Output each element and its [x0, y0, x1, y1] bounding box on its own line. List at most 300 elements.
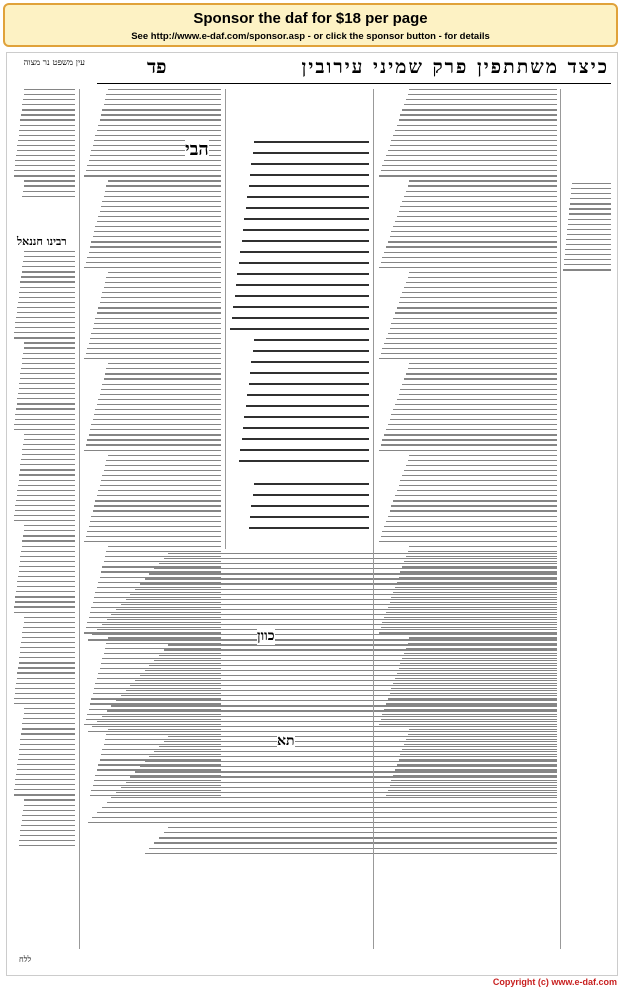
text-line: [106, 277, 221, 278]
text-line: [88, 639, 557, 640]
text-line: [240, 449, 369, 451]
text-line: [130, 594, 557, 595]
text-line: [393, 318, 557, 319]
text-line: [24, 439, 75, 440]
text-line: [15, 693, 75, 694]
text-line: [379, 450, 557, 451]
text-line: [14, 170, 75, 171]
text-line: [21, 551, 75, 552]
text-line: [149, 848, 557, 849]
text-line: [87, 257, 221, 258]
text-line: [91, 424, 221, 425]
talmud-page: [6, 52, 618, 976]
text-line: [21, 825, 75, 826]
text-line: [17, 398, 75, 399]
text-line: [126, 782, 557, 783]
text-line: [390, 145, 557, 146]
text-line: [102, 475, 221, 476]
column-divider-4: [560, 89, 561, 949]
text-line: [84, 541, 221, 542]
text-line: [15, 779, 75, 780]
text-line: [101, 206, 221, 207]
text-line: [15, 688, 75, 689]
text-line: [243, 427, 369, 429]
text-line: [135, 680, 557, 681]
text-line: [18, 485, 75, 486]
text-line: [86, 536, 221, 537]
text-line: [395, 312, 557, 313]
column-divider-1: [79, 89, 80, 949]
text-line: [22, 540, 75, 541]
text-line: [402, 475, 557, 476]
text-line: [399, 394, 557, 395]
text-line: [89, 434, 221, 435]
text-line: [164, 741, 557, 742]
text-line: [22, 723, 75, 724]
text-line: [154, 660, 557, 661]
text-line: [105, 465, 221, 466]
text-line: [22, 363, 75, 364]
text-line: [397, 490, 557, 491]
text-line: [400, 480, 557, 481]
text-line: [14, 606, 75, 607]
text-line: [20, 561, 75, 562]
text-line: [406, 99, 557, 100]
text-line: [24, 342, 75, 343]
text-line: [566, 239, 611, 240]
text-line: [95, 318, 221, 319]
text-line: [230, 328, 369, 330]
text-line: [247, 196, 369, 198]
text-line: [395, 495, 557, 496]
text-line: [23, 261, 75, 262]
text-line: [93, 510, 221, 511]
text-line: [15, 165, 75, 166]
text-line: [100, 119, 221, 120]
text-line: [24, 94, 75, 95]
text-line: [18, 667, 75, 668]
text-line: [86, 170, 221, 171]
text-line: [20, 378, 75, 379]
text-line: [17, 307, 75, 308]
text-line: [108, 180, 221, 181]
text-lines: [229, 483, 369, 529]
text-line: [19, 474, 75, 475]
text-line: [17, 312, 75, 313]
text-line: [381, 536, 557, 537]
text-line: [135, 589, 557, 590]
text-line: [572, 183, 611, 184]
text-line: [24, 180, 75, 181]
text-line: [24, 805, 75, 806]
text-line: [145, 761, 557, 762]
text-line: [382, 531, 557, 532]
text-line: [379, 541, 557, 542]
text-line: [168, 644, 557, 645]
text-line: [15, 784, 75, 785]
text-line: [20, 744, 75, 745]
text-line: [247, 394, 369, 396]
text-line: [164, 832, 557, 833]
text-line: [250, 174, 369, 176]
text-line: [379, 358, 557, 359]
text-line: [381, 170, 557, 171]
text-line: [104, 378, 221, 379]
text-line: [568, 219, 611, 220]
text-line: [388, 516, 557, 517]
text-line: [20, 119, 75, 120]
text-line: [388, 333, 557, 334]
text-line: [566, 244, 611, 245]
text-line: [107, 619, 557, 620]
text-line: [22, 637, 75, 638]
text-line: [17, 581, 75, 582]
commentary-label: רבינו חננאל: [17, 235, 67, 248]
text-line: [20, 125, 75, 126]
text-line: [159, 837, 557, 838]
text-line: [121, 604, 557, 605]
text-line: [95, 135, 221, 136]
text-line: [168, 736, 557, 737]
text-line: [168, 553, 557, 554]
text-line: [23, 718, 75, 719]
text-line: [18, 576, 75, 577]
text-line: [18, 140, 75, 141]
text-line: [105, 373, 221, 374]
text-line: [24, 256, 75, 257]
text-line: [108, 89, 221, 90]
text-line: [567, 229, 611, 230]
text-line: [386, 429, 557, 430]
text-line: [21, 459, 75, 460]
text-line: [242, 240, 369, 242]
text-line: [22, 358, 75, 359]
text-line: [253, 494, 369, 496]
text-line: [254, 141, 369, 143]
text-line: [140, 675, 557, 676]
text-line: [19, 754, 75, 755]
text-line: [239, 460, 369, 462]
text-line: [95, 409, 221, 410]
text-line: [388, 424, 557, 425]
text-line: [98, 399, 221, 400]
text-line: [102, 109, 221, 110]
text-line: [116, 792, 557, 793]
text-line: [101, 389, 221, 390]
sponsor-subtitle[interactable]: See http://www.e-daf.com/sponsor.asp - or click the sponsor button - for details: [131, 31, 490, 42]
text-line: [14, 789, 75, 790]
text-line: [101, 114, 221, 115]
text-line: [19, 840, 75, 841]
text-line: [568, 224, 611, 225]
text-line: [22, 266, 75, 267]
text-line: [14, 337, 75, 338]
text-line: [408, 185, 557, 186]
text-line: [24, 799, 75, 800]
text-line: [391, 140, 557, 141]
text-line: [19, 571, 75, 572]
text-line: [23, 353, 75, 354]
text-line: [17, 490, 75, 491]
inline-word-kavvan: כוון: [257, 628, 275, 644]
text-line: [408, 460, 557, 461]
text-line: [22, 196, 75, 197]
text-line: [404, 104, 557, 105]
text-line: [404, 470, 557, 471]
text-line: [154, 842, 557, 843]
text-line: [17, 150, 75, 151]
text-line: [406, 465, 557, 466]
text-line: [22, 449, 75, 450]
text-line: [244, 416, 369, 418]
text-line: [89, 252, 221, 253]
text-line: [384, 434, 557, 435]
text-line: [116, 700, 557, 701]
text-line: [379, 267, 557, 268]
text-line: [391, 414, 557, 415]
text-line: [98, 125, 221, 126]
text-line: [145, 853, 557, 854]
text-line: [395, 404, 557, 405]
text-line: [21, 733, 75, 734]
text-line: [233, 306, 369, 308]
text-line: [563, 269, 611, 270]
text-line: [393, 135, 557, 136]
text-line: [130, 685, 557, 686]
text-line: [406, 373, 557, 374]
text-line: [246, 207, 369, 209]
text-line: [409, 546, 557, 547]
text-line: [17, 672, 75, 673]
text-line: [17, 145, 75, 146]
text-line: [89, 160, 221, 161]
text-line: [16, 317, 75, 318]
page-number: פד: [147, 56, 167, 78]
text-line: [246, 405, 369, 407]
ein-mishpat-column: [13, 89, 75, 239]
text-line: [386, 246, 557, 247]
text-line: [237, 273, 369, 275]
text-line: [102, 624, 557, 625]
text-line: [250, 516, 369, 518]
text-line: [91, 241, 221, 242]
text-line: [21, 642, 75, 643]
sponsor-banner[interactable]: [3, 3, 618, 47]
text-line: [18, 302, 75, 303]
text-line: [111, 705, 557, 706]
text-line: [567, 234, 611, 235]
text-line: [390, 236, 557, 237]
column-divider-3: [373, 89, 374, 949]
text-line: [382, 257, 557, 258]
text-line: [105, 99, 221, 100]
text-line: [571, 188, 611, 189]
text-line: [104, 470, 221, 471]
text-line: [154, 751, 557, 752]
text-line: [390, 510, 557, 511]
page-header: [7, 56, 617, 92]
text-line: [254, 339, 369, 341]
text-line: [19, 657, 75, 658]
text-line: [382, 439, 557, 440]
text-line: [104, 196, 221, 197]
text-line: [102, 716, 557, 717]
text-line: [15, 596, 75, 597]
text-line: [251, 361, 369, 363]
text-line: [19, 749, 75, 750]
text-line: [130, 776, 557, 777]
text-line: [21, 368, 75, 369]
text-line: [97, 312, 221, 313]
text-line: [111, 797, 557, 798]
text-line: [100, 302, 221, 303]
text-line: [570, 203, 611, 204]
text-line: [101, 480, 221, 481]
text-line: [569, 213, 611, 214]
text-line: [17, 678, 75, 679]
text-line: [15, 327, 75, 328]
text-line: [19, 297, 75, 298]
text-line: [24, 617, 75, 618]
text-line: [404, 287, 557, 288]
text-line: [14, 332, 75, 333]
text-line: [159, 563, 557, 564]
text-line: [19, 130, 75, 131]
text-line: [107, 802, 557, 803]
text-line: [15, 505, 75, 506]
text-line: [24, 434, 75, 435]
text-line: [91, 333, 221, 334]
text-line: [400, 297, 557, 298]
text-line: [384, 343, 557, 344]
text-line: [408, 277, 557, 278]
text-line: [108, 546, 221, 547]
text-line: [406, 282, 557, 283]
text-line: [105, 191, 221, 192]
text-line: [24, 347, 75, 348]
text-line: [20, 652, 75, 653]
text-line: [22, 728, 75, 729]
text-line: [90, 429, 221, 430]
text-line: [16, 774, 75, 775]
text-line: [399, 211, 557, 212]
sponsor-title[interactable]: Sponsor the daf for $18 per page: [193, 10, 428, 27]
text-lines: [13, 251, 75, 846]
text-line: [145, 670, 557, 671]
text-line: [90, 246, 221, 247]
text-line: [239, 262, 369, 264]
text-line: [164, 558, 557, 559]
text-line: [565, 249, 611, 250]
text-line: [23, 99, 75, 100]
text-line: [106, 185, 221, 186]
text-line: [397, 399, 557, 400]
header-rule: [97, 83, 611, 84]
text-line: [92, 634, 557, 635]
text-line: [106, 94, 221, 95]
text-line: [404, 196, 557, 197]
text-line: [17, 769, 75, 770]
text-line: [126, 599, 557, 600]
text-line: [243, 229, 369, 231]
copyright-link[interactable]: Copyright (c) www.e-daf.com: [492, 977, 617, 987]
text-line: [89, 526, 221, 527]
text-line: [154, 568, 557, 569]
text-line: [384, 252, 557, 253]
text-line: [159, 746, 557, 747]
text-line: [93, 419, 221, 420]
text-line: [100, 394, 221, 395]
text-line: [86, 262, 221, 263]
text-line: [14, 424, 75, 425]
text-line: [108, 455, 221, 456]
text-line: [86, 353, 221, 354]
text-line: [400, 389, 557, 390]
text-line: [84, 358, 221, 359]
right-margin-notes: [563, 183, 611, 293]
text-line: [402, 384, 557, 385]
text-line: [397, 307, 557, 308]
text-line: [14, 794, 75, 795]
text-line: [135, 771, 557, 772]
text-line: [102, 201, 221, 202]
text-line: [15, 510, 75, 511]
text-line: [381, 444, 557, 445]
text-line: [21, 276, 75, 277]
gemara-main-text: [229, 141, 369, 481]
text-line: [97, 404, 221, 405]
text-line: [399, 302, 557, 303]
text-line: [390, 328, 557, 329]
text-line: [381, 353, 557, 354]
text-line: [17, 586, 75, 587]
text-line: [391, 505, 557, 506]
text-line: [22, 632, 75, 633]
text-line: [19, 383, 75, 384]
text-line: [24, 622, 75, 623]
text-line: [16, 500, 75, 501]
text-line: [87, 348, 221, 349]
text-line: [22, 104, 75, 105]
text-lines: [13, 89, 75, 197]
text-line: [400, 206, 557, 207]
text-line: [19, 662, 75, 663]
text-line: [20, 556, 75, 557]
text-line: [22, 271, 75, 272]
text-line: [20, 835, 75, 836]
text-line: [98, 490, 221, 491]
text-line: [19, 292, 75, 293]
text-line: [17, 764, 75, 765]
text-line: [121, 695, 557, 696]
text-line: [126, 690, 557, 691]
text-line: [90, 521, 221, 522]
text-line: [409, 89, 557, 90]
text-line: [399, 119, 557, 120]
text-line: [19, 845, 75, 846]
text-line: [390, 419, 557, 420]
text-line: [388, 150, 557, 151]
text-line: [107, 710, 557, 711]
text-line: [395, 130, 557, 131]
text-line: [391, 231, 557, 232]
text-line: [15, 414, 75, 415]
gemara-main-text-lower: [229, 483, 369, 543]
text-line: [24, 708, 75, 709]
text-line: [84, 450, 221, 451]
text-line: [251, 163, 369, 165]
text-line: [97, 721, 557, 722]
